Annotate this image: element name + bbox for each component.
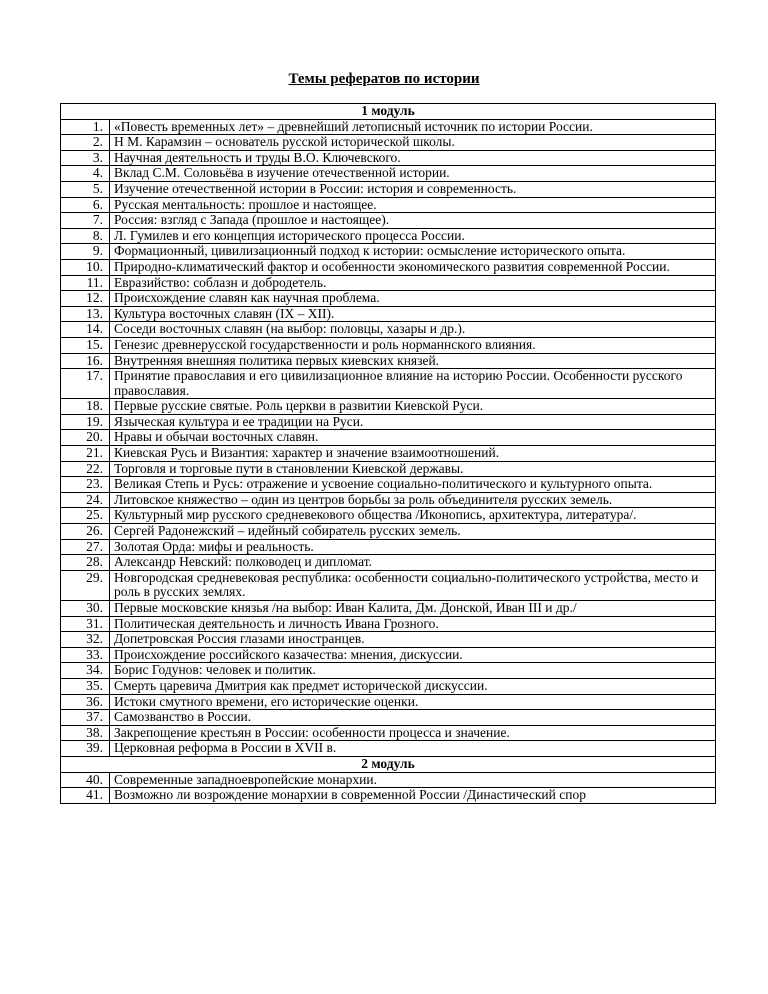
table-row bbox=[61, 694, 716, 710]
table-row bbox=[61, 414, 716, 430]
topics-table bbox=[60, 103, 716, 804]
topic-text: Современные западноевропейские монархии. bbox=[110, 772, 716, 788]
topic-text: Научная деятельность и труды В.О. Ключевского. bbox=[110, 150, 716, 166]
table-row bbox=[61, 197, 716, 213]
topic-text: Культурный мир русского средневекового общества /Иконопись, архитектура, литература/. bbox=[110, 508, 716, 524]
module-heading: 2 модуль bbox=[61, 756, 716, 772]
topic-number: 30. bbox=[61, 601, 110, 617]
topic-number: 37. bbox=[61, 710, 110, 726]
table-row bbox=[61, 430, 716, 446]
topic-number: 19. bbox=[61, 414, 110, 430]
topic-text: Л. Гумилев и его концепция исторического процесса России. bbox=[110, 228, 716, 244]
topics-table-body bbox=[61, 104, 716, 804]
topic-text: Смерть царевича Дмитрия как предмет исторической дискуссии. bbox=[110, 678, 716, 694]
topic-number: 18. bbox=[61, 399, 110, 415]
table-row bbox=[61, 741, 716, 757]
table-row bbox=[61, 710, 716, 726]
module-heading: 1 модуль bbox=[61, 104, 716, 120]
topic-text: Возможно ли возрождение монархии в современной России /Династический спор bbox=[110, 788, 716, 804]
topic-number: 34. bbox=[61, 663, 110, 679]
topic-text: Новгородская средневековая республика: особенности социально-политического устройства, место и роль в русских землях. bbox=[110, 570, 716, 600]
topic-number: 6. bbox=[61, 197, 110, 213]
table-row bbox=[61, 119, 716, 135]
topic-text: Природно-климатический фактор и особенности экономического развития современной России. bbox=[110, 259, 716, 275]
table-row bbox=[61, 725, 716, 741]
topic-text: Первые московские князья /на выбор: Иван Калита, Дм. Донской, Иван III и др./ bbox=[110, 601, 716, 617]
topic-text: Александр Невский: полководец и дипломат. bbox=[110, 555, 716, 571]
table-row bbox=[61, 616, 716, 632]
topic-number: 31. bbox=[61, 616, 110, 632]
topic-number: 7. bbox=[61, 213, 110, 229]
table-row bbox=[61, 399, 716, 415]
table-row bbox=[61, 788, 716, 804]
topic-number: 4. bbox=[61, 166, 110, 182]
topic-text: Происхождение славян как научная проблема. bbox=[110, 291, 716, 307]
topic-text: Языческая культура и ее традиции на Руси. bbox=[110, 414, 716, 430]
table-row bbox=[61, 353, 716, 369]
topic-text: Политическая деятельность и личность Ивана Грозного. bbox=[110, 616, 716, 632]
topic-text: Принятие православия и его цивилизационное влияние на историю России. Особенности русского православия. bbox=[110, 369, 716, 399]
topic-number: 22. bbox=[61, 461, 110, 477]
topic-number: 33. bbox=[61, 647, 110, 663]
table-row bbox=[61, 678, 716, 694]
topic-number: 2. bbox=[61, 135, 110, 151]
table-row bbox=[61, 275, 716, 291]
topic-text: Истоки смутного времени, его исторические оценки. bbox=[110, 694, 716, 710]
topic-number: 11. bbox=[61, 275, 110, 291]
topic-number: 1. bbox=[61, 119, 110, 135]
topic-number: 12. bbox=[61, 291, 110, 307]
topic-number: 39. bbox=[61, 741, 110, 757]
table-row bbox=[61, 150, 716, 166]
table-row bbox=[61, 135, 716, 151]
topic-text: Формационный, цивилизационный подход к истории: осмысление исторического опыта. bbox=[110, 244, 716, 260]
topic-text: Происхождение российского казачества: мнения, дискуссии. bbox=[110, 647, 716, 663]
topic-number: 5. bbox=[61, 181, 110, 197]
topic-number: 20. bbox=[61, 430, 110, 446]
topic-number: 36. bbox=[61, 694, 110, 710]
topic-number: 38. bbox=[61, 725, 110, 741]
topic-text: Евразийство: соблазн и добродетель. bbox=[110, 275, 716, 291]
table-row bbox=[61, 601, 716, 617]
topic-text: Торговля и торговые пути в становлении Киевской державы. bbox=[110, 461, 716, 477]
topic-number: 14. bbox=[61, 322, 110, 338]
topic-number: 41. bbox=[61, 788, 110, 804]
topic-text: Допетровская Россия глазами иностранцев. bbox=[110, 632, 716, 648]
page-title: Темы рефератов по истории bbox=[288, 71, 480, 87]
topic-text: «Повесть временных лет» – древнейший летописный источник по истории России. bbox=[110, 119, 716, 135]
topic-text: Сергей Радонежский – идейный собиратель русских земель. bbox=[110, 524, 716, 540]
table-row bbox=[61, 461, 716, 477]
topic-number: 9. bbox=[61, 244, 110, 260]
topic-text: Киевская Русь и Византия: характер и значение взаимоотношений. bbox=[110, 446, 716, 462]
table-row bbox=[61, 213, 716, 229]
table-row bbox=[61, 647, 716, 663]
topic-text: Самозванство в России. bbox=[110, 710, 716, 726]
table-row bbox=[61, 259, 716, 275]
topic-text: Соседи восточных славян (на выбор: половцы, хазары и др.). bbox=[110, 322, 716, 338]
topic-number: 16. bbox=[61, 353, 110, 369]
module-heading-row bbox=[61, 104, 716, 120]
topic-number: 21. bbox=[61, 446, 110, 462]
topic-text: Литовское княжество – один из центров борьбы за роль объединителя русских земель. bbox=[110, 492, 716, 508]
topic-text: Церковная реформа в России в XVII в. bbox=[110, 741, 716, 757]
table-row bbox=[61, 322, 716, 338]
topic-number: 3. bbox=[61, 150, 110, 166]
topic-text: Генезис древнерусской государственности и роль норманнского влияния. bbox=[110, 337, 716, 353]
table-row bbox=[61, 291, 716, 307]
topic-number: 15. bbox=[61, 337, 110, 353]
table-row bbox=[61, 663, 716, 679]
table-row bbox=[61, 508, 716, 524]
topic-text: Изучение отечественной истории в России: история и современность. bbox=[110, 181, 716, 197]
topic-number: 23. bbox=[61, 477, 110, 493]
topic-number: 29. bbox=[61, 570, 110, 600]
topic-text: Нравы и обычаи восточных славян. bbox=[110, 430, 716, 446]
topic-number: 27. bbox=[61, 539, 110, 555]
topic-text: Н М. Карамзин – основатель русской исторической школы. bbox=[110, 135, 716, 151]
table-row bbox=[61, 492, 716, 508]
topic-text: Культура восточных славян (IX – XII). bbox=[110, 306, 716, 322]
topic-number: 32. bbox=[61, 632, 110, 648]
table-row bbox=[61, 369, 716, 399]
topic-text: Первые русские святые. Роль церкви в развитии Киевской Руси. bbox=[110, 399, 716, 415]
topic-text: Борис Годунов: человек и политик. bbox=[110, 663, 716, 679]
topic-number: 28. bbox=[61, 555, 110, 571]
topic-number: 8. bbox=[61, 228, 110, 244]
topic-number: 13. bbox=[61, 306, 110, 322]
topic-text: Золотая Орда: мифы и реальность. bbox=[110, 539, 716, 555]
topic-text: Великая Степь и Русь: отражение и усвоение социально-политического и культурного опыта. bbox=[110, 477, 716, 493]
topic-number: 17. bbox=[61, 369, 110, 399]
topic-text: Внутренняя внешняя политика первых киевских князей. bbox=[110, 353, 716, 369]
topic-number: 35. bbox=[61, 678, 110, 694]
topic-number: 26. bbox=[61, 524, 110, 540]
table-row bbox=[61, 539, 716, 555]
table-row bbox=[61, 570, 716, 600]
topic-text: Русская ментальность: прошлое и настоящее. bbox=[110, 197, 716, 213]
table-row bbox=[61, 228, 716, 244]
table-row bbox=[61, 524, 716, 540]
table-row bbox=[61, 632, 716, 648]
topic-number: 40. bbox=[61, 772, 110, 788]
table-row bbox=[61, 306, 716, 322]
table-row bbox=[61, 166, 716, 182]
table-row bbox=[61, 446, 716, 462]
topic-number: 10. bbox=[61, 259, 110, 275]
table-row bbox=[61, 181, 716, 197]
topic-text: Закрепощение крестьян в России: особенности процесса и значение. bbox=[110, 725, 716, 741]
table-row bbox=[61, 477, 716, 493]
topic-text: Вклад С.М. Соловьёва в изучение отечественной истории. bbox=[110, 166, 716, 182]
table-row bbox=[61, 772, 716, 788]
topic-text: Россия: взгляд с Запада (прошлое и настоящее). bbox=[110, 213, 716, 229]
topic-number: 24. bbox=[61, 492, 110, 508]
table-row bbox=[61, 555, 716, 571]
module-heading-row bbox=[61, 756, 716, 772]
table-row bbox=[61, 244, 716, 260]
topic-number: 25. bbox=[61, 508, 110, 524]
table-row bbox=[61, 337, 716, 353]
